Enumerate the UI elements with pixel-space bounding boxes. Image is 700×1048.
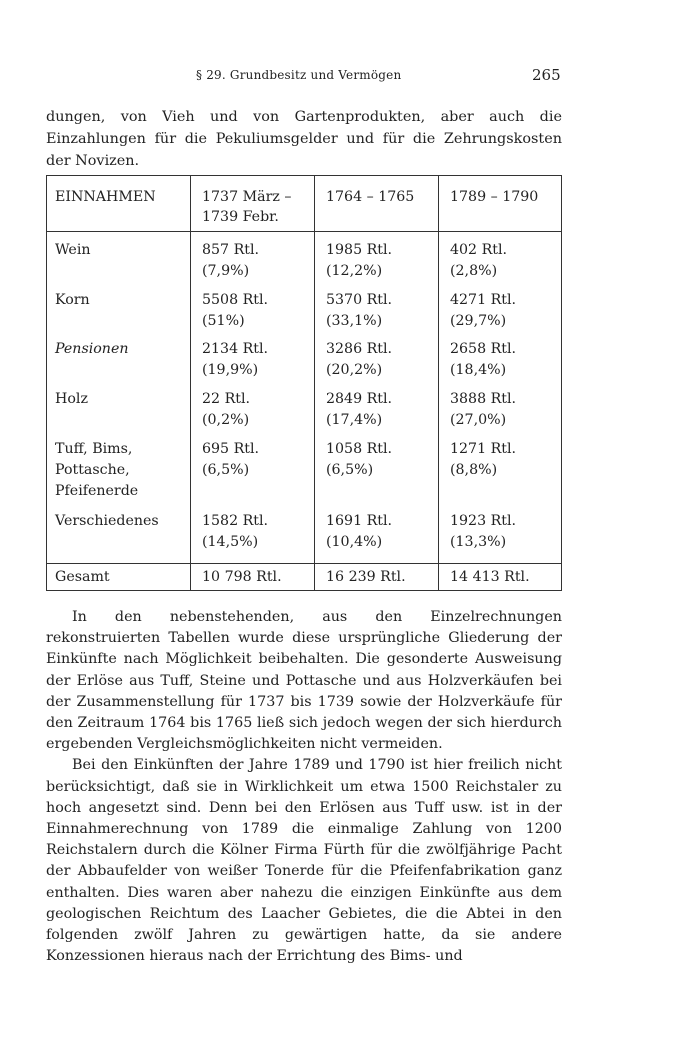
column-divider <box>438 176 439 590</box>
cell-value: 695 Rtl. <box>202 441 260 457</box>
cell-percent: (18,4%) <box>450 362 507 378</box>
row-label-tuff-line3: Pfeifenerde <box>55 483 139 499</box>
row-label-tuff-line2: Pottasche, <box>55 462 130 478</box>
cell-value: 5508 Rtl. <box>202 292 269 308</box>
cell-value: 402 Rtl. <box>450 242 508 258</box>
header-category: EINNAHMEN <box>55 189 156 205</box>
cell-value: 1691 Rtl. <box>326 513 393 529</box>
cell-value: 2849 Rtl. <box>326 391 393 407</box>
cell-percent: (33,1%) <box>326 313 383 329</box>
cell-percent: (51%) <box>202 313 245 329</box>
header-col1-line2: 1739 Febr. <box>202 209 279 225</box>
row-label-wein: Wein <box>55 242 91 258</box>
cell-percent: (10,4%) <box>326 534 383 550</box>
row-label-tuff-line1: Tuff, Bims, <box>55 441 133 457</box>
body-paragraph: Bei den Einkünften der Jahre 1789 und 1790 ist hier freilich nicht berücksichtigt, daß sie in Wirklichkeit um etwa 1500 Reichstaler zu hoch angesetzt sind. Denn bei den Erlösen aus Tuff usw. ist in der Einnahmerechnung von 1789 die einmalige Zahlung von 1200 Reichstalern durch die Kölner Firma Fürth für die zwölfjährige Pacht der Abbaufelder von weißer Tonerde für die Pfeifenfabrikation ganz enthalten. Dies waren aber nahezu die einzigen Einkünfte aus dem geologischen Reichtum des Laacher Gebietes, die die Abtei in den folgenden zwölf Jahren zu gewärtigen hatte, da sie andere Konzessionen hieraus nach der Errichtung des Bims- und <box>46 757 562 965</box>
cell-percent: (12,2%) <box>326 263 383 279</box>
cell-value: 1985 Rtl. <box>326 242 393 258</box>
cell-value: 22 Rtl. <box>202 391 250 407</box>
total-value: 14 413 Rtl. <box>450 569 530 585</box>
cell-percent: (20,2%) <box>326 362 383 378</box>
cell-percent: (2,8%) <box>450 263 498 279</box>
cell-percent: (6,5%) <box>326 462 374 478</box>
cell-percent: (6,5%) <box>202 462 250 478</box>
column-divider <box>314 176 315 590</box>
header-col1-line1: 1737 März – <box>202 189 292 205</box>
row-label-pensionen: Pensionen <box>55 341 129 357</box>
header-divider <box>47 231 561 232</box>
intro-paragraph <box>46 106 562 172</box>
header-col3: 1789 – 1790 <box>450 189 539 205</box>
cell-value: 4271 Rtl. <box>450 292 517 308</box>
header-col2: 1764 – 1765 <box>326 189 415 205</box>
row-label-holz: Holz <box>55 391 88 407</box>
total-value: 16 239 Rtl. <box>326 569 406 585</box>
cell-value: 1058 Rtl. <box>326 441 393 457</box>
income-table <box>46 175 562 591</box>
cell-value: 5370 Rtl. <box>326 292 393 308</box>
cell-percent: (14,5%) <box>202 534 259 550</box>
row-label-korn: Korn <box>55 292 90 308</box>
cell-value: 3286 Rtl. <box>326 341 393 357</box>
cell-percent: (27,0%) <box>450 412 507 428</box>
cell-percent: (19,9%) <box>202 362 259 378</box>
cell-value: 1582 Rtl. <box>202 513 269 529</box>
total-label: Gesamt <box>55 569 110 585</box>
cell-percent: (29,7%) <box>450 313 507 329</box>
cell-value: 2134 Rtl. <box>202 341 269 357</box>
intro-text: dungen, von Vieh und von Gartenprodukten, aber auch die Einzahlungen für die Pekuliumsgelder und für die Zehrungskosten der Novizen. <box>46 109 562 169</box>
cell-percent: (17,4%) <box>326 412 383 428</box>
page-number: 265 <box>532 66 561 84</box>
cell-percent: (0,2%) <box>202 412 250 428</box>
body-paragraph: In den nebenstehenden, aus den Einzelrechnungen rekonstruierten Tabellen wurde diese ursprüngliche Gliederung der Einkünfte nach Möglichkeit beibehalten. Die gesonderte Ausweisung der Erlöse aus Tuff, Steine und Pottasche und aus Holzverkäufen bei der Zusammenstellung für 1737 bis 1739 sowie der Holzverkäufe für den Zeitraum 1764 bis 1765 ließ sich jedoch wegen der sich hierdurch ergebenden Vergleichsmöglichkeiten nicht vermeiden. <box>46 609 562 753</box>
cell-value: 1271 Rtl. <box>450 441 517 457</box>
cell-value: 1923 Rtl. <box>450 513 517 529</box>
cell-value: 2658 Rtl. <box>450 341 517 357</box>
page-header <box>0 66 700 88</box>
column-divider <box>190 176 191 590</box>
cell-percent: (8,8%) <box>450 462 498 478</box>
cell-percent: (7,9%) <box>202 263 250 279</box>
running-head: § 29. Grundbesitz und Vermögen <box>196 68 402 82</box>
body-text <box>46 607 562 967</box>
cell-value: 3888 Rtl. <box>450 391 517 407</box>
cell-percent: (13,3%) <box>450 534 507 550</box>
total-value: 10 798 Rtl. <box>202 569 282 585</box>
cell-value: 857 Rtl. <box>202 242 260 258</box>
total-divider <box>47 563 561 564</box>
row-label-verschiedenes: Verschiedenes <box>55 513 159 529</box>
